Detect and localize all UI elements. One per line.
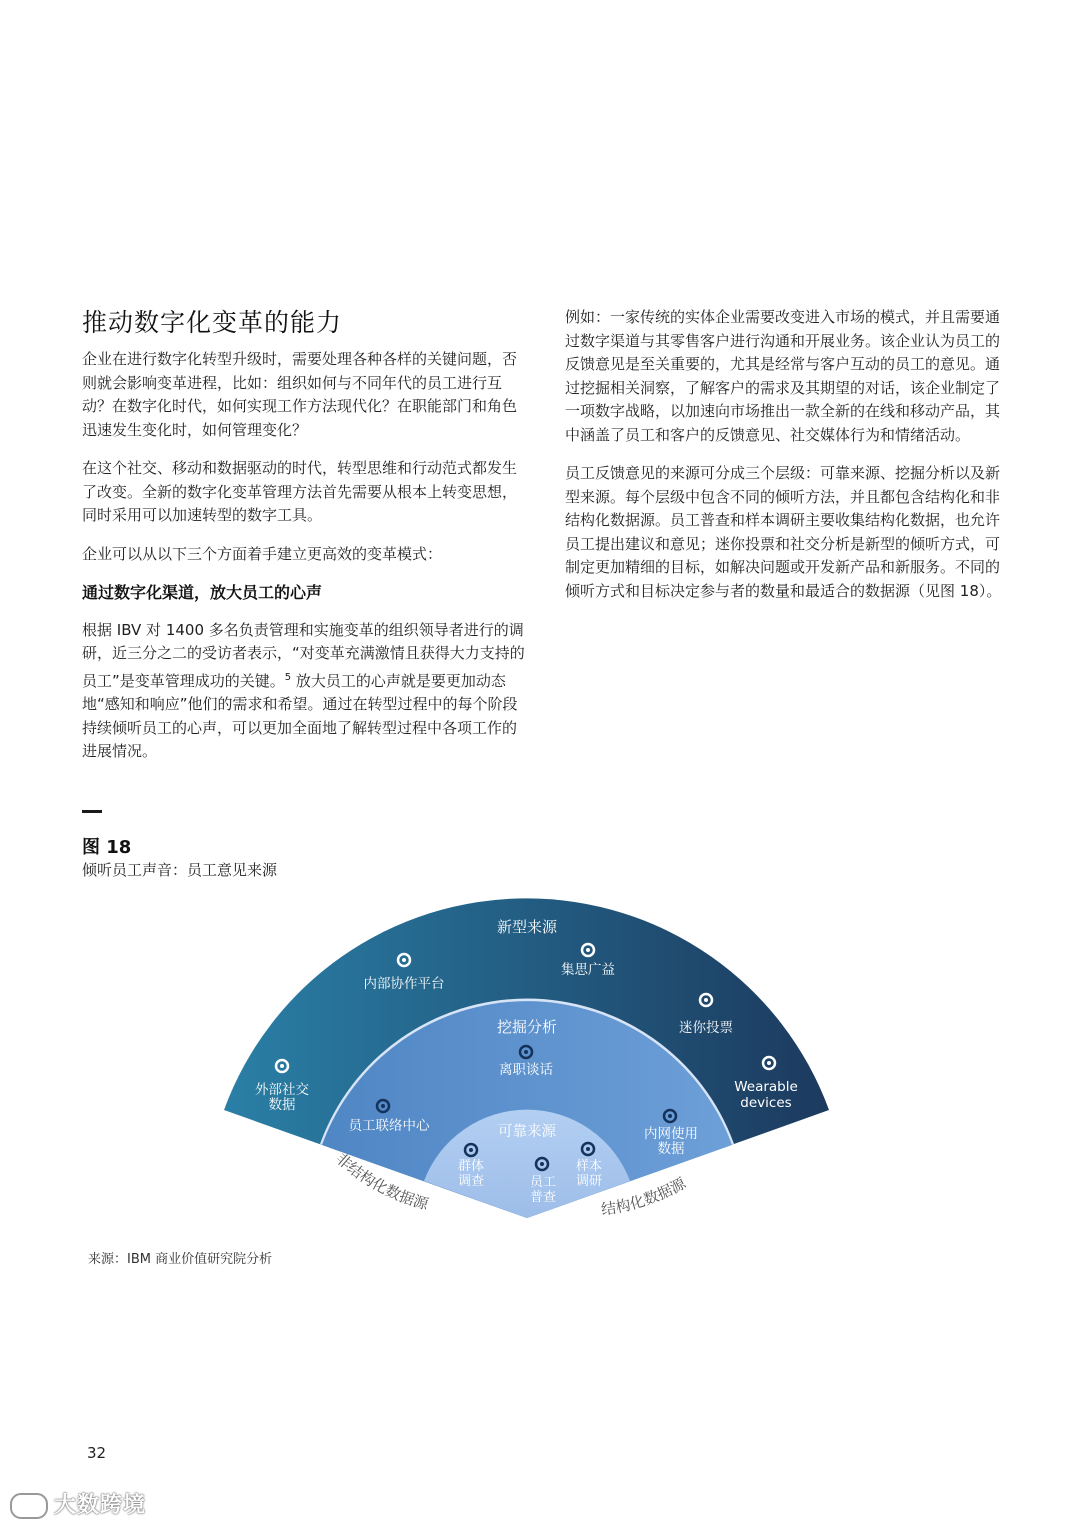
figure-source: 来源：IBM 商业价值研究院分析 — [88, 1252, 273, 1267]
node-label: 离职谈话 — [499, 1062, 553, 1078]
paragraph: 例如：一家传统的实体企业需要改变进入市场的模式，并且需要通过数字渠道与其零售客户进行沟通和开展业务。该企业认为员工的反馈意见是至关重要的，尤其是经常与客户互动的员工的意见。通过挖掘相关洞察，了解客户的需求及其期望的对话，该企业制定了一项数字战略，以加速向市场推出一款全新的在线和移动产品，其中涵盖了员工和客户的反馈意见、社交媒体行为和情绪活动。 — [565, 308, 1001, 444]
middle-title: 挖掘分析 — [496, 1018, 558, 1036]
axis-label-text: 非结构化数据源 — [332, 1149, 431, 1214]
node-label: 调查 — [457, 1174, 485, 1189]
node-label: Wearable — [734, 1079, 798, 1095]
node-label: 迷你投票 — [679, 1020, 733, 1036]
node-label: 群体 — [457, 1159, 485, 1174]
left-column — [82, 348, 527, 779]
node-dot-icon — [704, 998, 708, 1002]
paragraph-text: 根据 IBV 对 1400 多名负责管理和实施变革的组织领导者进行的调研，近三分之二的受访者表示，“对变革充满激情且获得大力支持的员工”是变革管理成功的关键。 — [82, 620, 525, 690]
node-dot-icon — [540, 1162, 544, 1166]
node-label: 普查 — [529, 1190, 557, 1205]
node-label: 员工 — [529, 1175, 557, 1190]
node-dot-icon — [767, 1061, 771, 1065]
watermark-text: 大数跨境 — [54, 1493, 147, 1518]
node-dot-icon — [668, 1114, 672, 1118]
node-label: 集思广益 — [561, 962, 615, 978]
paragraph-text: 放大员工的心声就是要更加动态地“感知和响应”他们的需求和希望。通过在转型过程中的每个阶段持续倾听员工的心声，可以更加全面地了解转型过程中各项工作的进展情况。 — [82, 671, 518, 760]
node-label: 数据 — [657, 1141, 685, 1157]
paragraph — [82, 619, 527, 764]
section-heading: 推动数字化变革的能力 — [82, 308, 343, 337]
node-label: 员工联络中心 — [348, 1118, 430, 1134]
node-label: 调研 — [575, 1174, 603, 1189]
node-dot-icon — [586, 948, 590, 952]
figure-caption: 倾听员工声音：员工意见来源 — [82, 861, 278, 879]
inner-title: 可靠来源 — [498, 1124, 556, 1140]
figure-divider — [82, 810, 102, 813]
paragraph: 企业可以从以下三个方面着手建立更高效的变革模式： — [82, 544, 443, 563]
node-label: 样本 — [575, 1159, 603, 1174]
node-dot-icon — [586, 1147, 590, 1151]
watermark-logo-icon — [10, 1493, 48, 1519]
paragraph: 企业在进行数字化转型升级时，需要处理各种各样的关键问题，否则就会影响变革进程，比如：组织如何与不同年代的员工进行互动？在数字化时代，如何实现工作方法现代化？在职能部门和角色迅速发生变化时，如何管理变化？ — [82, 350, 518, 439]
outer-title: 新型来源 — [496, 918, 558, 936]
node-dot-icon — [381, 1104, 385, 1108]
page-number: 32 — [87, 1444, 107, 1462]
node-dot-icon — [469, 1148, 473, 1152]
node-label: 外部社交 — [255, 1082, 309, 1098]
node-label: devices — [740, 1095, 792, 1111]
footnote-ref[interactable]: 5 — [284, 671, 292, 683]
fan-diagram — [0, 880, 1080, 1240]
node-dot-icon — [402, 958, 406, 962]
figure-number: 图 18 — [82, 837, 132, 858]
node-dot-icon — [524, 1050, 528, 1054]
node-label: 内网使用 — [644, 1126, 698, 1142]
node-label: 数据 — [268, 1097, 296, 1113]
node-label: 内部协作平台 — [363, 976, 445, 992]
watermark — [10, 1488, 146, 1519]
node-dot-icon — [280, 1064, 284, 1068]
right-column — [565, 306, 1011, 618]
paragraph: 员工反馈意见的来源可分成三个层级：可靠来源、挖掘分析以及新型来源。每个层级中包含不同的倾听方法，并且都包含结构化和非结构化数据源。员工普查和样本调研主要收集结构化数据，也允许员工提出建议和意见；迷你投票和社交分析是新型的倾听方式，可制定更加精细的目标，如解决问题或开发新产品和新服务。不同的倾听方式和目标决定参与者的数量和最适合的数据源（见图 18）。 — [565, 464, 1002, 600]
paragraph: 在这个社交、移动和数据驱动的时代，转型思维和行动范式都发生了改变。全新的数字化变革管理方法首先需要从根本上转变思想，同时采用可以加速转型的数字工具。 — [82, 459, 518, 524]
axis-label-text: 结构化数据源 — [599, 1174, 689, 1219]
subheading: 通过数字化渠道，放大员工的心声 — [82, 583, 323, 602]
